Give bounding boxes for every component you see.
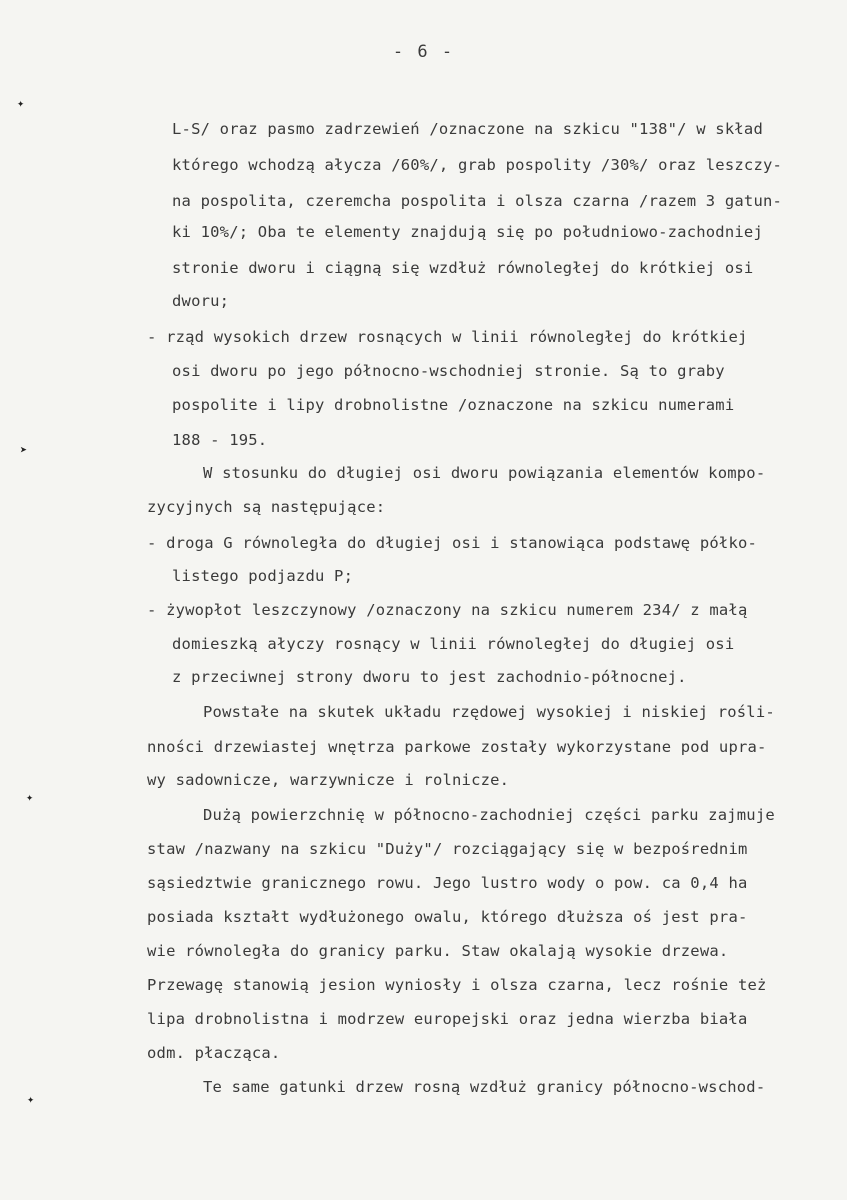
margin-mark: ✦	[17, 96, 25, 110]
text-line: wie równoległa do granicy parku. Staw okalają wysokie drzewa.	[147, 942, 729, 960]
text-line: ki 10%/; Oba te elementy znajdują się po południowo-zachodniej	[172, 223, 763, 241]
list-item-line: - droga G równoległa do długiej osi i stanowiąca podstawę półko-	[147, 534, 758, 552]
paragraph-start-line: Dużą powierzchnię w północno-zachodniej części parku zajmuje	[203, 806, 775, 824]
text-line: osi dworu po jego północno-wschodniej stronie. Są to graby	[172, 362, 725, 380]
list-item-line: - żywopłot leszczynowy /oznaczony na szkicu numerem 234/ z małą	[147, 601, 748, 619]
text-line: lipa drobnolistna i modrzew europejski oraz jedna wierzba biała	[147, 1010, 748, 1028]
text-line: zycyjnych są następujące:	[147, 498, 386, 516]
margin-mark: ✦	[27, 1092, 35, 1106]
text-line: staw /nazwany na szkicu "Duży"/ rozciągający się w bezpośrednim	[147, 840, 748, 858]
text-line: listego podjazdu P;	[172, 567, 354, 585]
paragraph-start-line: W stosunku do długiej osi dworu powiązania elementów kompo-	[203, 464, 766, 482]
text-line: na pospolita, czeremcha pospolita i olsza czarna /razem 3 gatun-	[172, 192, 783, 210]
text-line: z przeciwnej strony dworu to jest zachodnio-północnej.	[172, 668, 687, 686]
text-line: posiada kształt wydłużonego owalu, którego dłuższa oś jest pra-	[147, 908, 748, 926]
page-number: - 6 -	[392, 42, 455, 62]
text-line: dworu;	[172, 292, 230, 310]
text-line: wy sadownicze, warzywnicze i rolnicze.	[147, 771, 510, 789]
paragraph-start-line: Te same gatunki drzew rosną wzdłuż granicy północno-wschod-	[203, 1078, 766, 1096]
paragraph-start-line: Powstałe na skutek układu rzędowej wysokiej i niskiej rośli-	[203, 703, 775, 721]
text-line: Przewagę stanowią jesion wyniosły i olsza czarna, lecz rośnie też	[147, 976, 767, 994]
text-line: sąsiedztwie granicznego rowu. Jego lustro wody o pow. ca 0,4 ha	[147, 874, 748, 892]
margin-mark: ➤	[20, 443, 28, 457]
margin-mark: ✦	[26, 790, 34, 804]
text-line: którego wchodzą ałycza /60%/, grab pospolity /30%/ oraz leszczy-	[172, 156, 783, 174]
text-line: stronie dworu i ciągną się wzdłuż równoległej do krótkiej osi	[172, 259, 754, 277]
text-line: 188 - 195.	[172, 431, 268, 449]
text-line: L-S/ oraz pasmo zadrzewień /oznaczone na szkicu "138"/ w skład	[172, 120, 763, 138]
text-line: domieszką ałyczy rosnący w linii równoległej do długiej osi	[172, 635, 735, 653]
text-line: pospolite i lipy drobnolistne /oznaczone na szkicu numerami	[172, 396, 735, 414]
text-line: odm. płacząca.	[147, 1044, 281, 1062]
list-item-line: - rząd wysokich drzew rosnących w linii równoległej do krótkiej	[147, 328, 748, 346]
text-line: nności drzewiastej wnętrza parkowe zostały wykorzystane pod upra-	[147, 738, 767, 756]
